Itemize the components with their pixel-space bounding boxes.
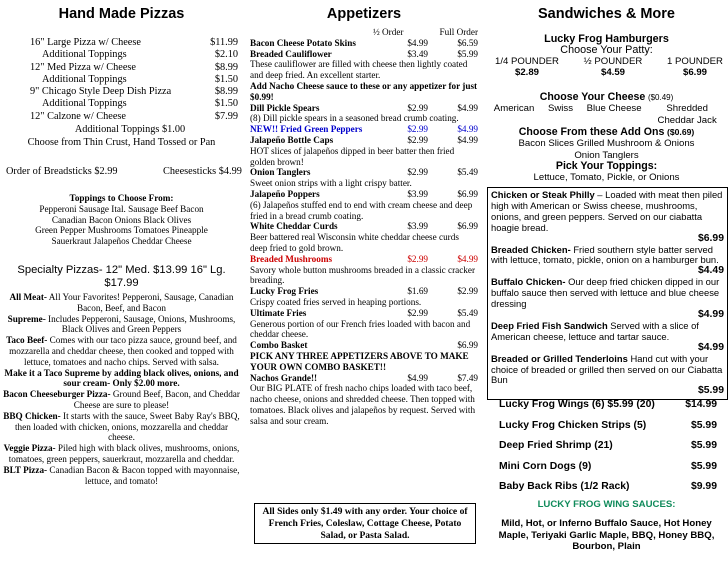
special-row: [499, 477, 717, 498]
sandwich-price: $4.49: [697, 265, 724, 277]
cheese-section: [485, 92, 728, 126]
appetizer-name: White Cheddar Curds: [250, 221, 338, 232]
sandwich-name: Breaded Chicken-: [491, 243, 571, 255]
sandwich-item: [491, 277, 724, 321]
sandwich-items: [491, 190, 724, 397]
patty-options: [495, 56, 723, 79]
pizza-size-name: 16" Large Pizza w/ Cheese: [30, 37, 141, 48]
sandwich-item: [491, 190, 724, 245]
appetizers-column: [250, 0, 478, 562]
sandwich-name: Chicken or Steak Philly: [491, 189, 595, 200]
appetizer-desc: (6) Jalapeños stuffed end to end with cream cheese and deep fried in a bread crumb coating.: [250, 199, 473, 221]
half-order-header: ½ Order: [372, 27, 404, 37]
burger-title: Lucky Frog Hamburgers: [544, 33, 669, 45]
appetizer-desc: Sweet onion strips with a light crispy batter.: [250, 178, 412, 189]
appetizer-name: Combo Basket: [250, 340, 308, 351]
appetizer-half-price: $2.99: [407, 124, 428, 135]
special-row: [499, 416, 717, 437]
toppings-title: Pick Your Toppings:: [555, 159, 658, 172]
pizza-size-price: $7.99: [214, 110, 238, 122]
appetizer-full-price: $7.49: [457, 372, 478, 383]
specialty-item: BBQ Chicken- It starts with the sauce, Sweet Baby Ray's BBQ, then loaded with chicken, onions, mozzarella and cheddar cheese.: [3, 410, 240, 443]
appetizer-name: Dill Pickle Spears: [250, 102, 320, 113]
pizzas-column: [0, 0, 243, 562]
appetizer-full-price: $5.49: [457, 167, 478, 178]
sandwich-desc: Our deep fried chicken dipped in our buffalo sauce then served with lettuce and blue cheese dressing: [491, 276, 720, 310]
special-name: Lucky Frog Chicken Strips (5): [499, 419, 647, 431]
appetizer-row: [250, 340, 478, 351]
appetizer-prices: [386, 38, 478, 49]
pizza-size-price: $1.50: [214, 98, 238, 110]
specialty-item: Bacon Cheeseburger Pizza- Ground Beef, Bacon, and Cheddar Cheese are sure to please!: [3, 389, 240, 410]
special-row: [499, 436, 717, 457]
appetizer-prices: [386, 167, 478, 178]
sandwich-price: $4.99: [697, 341, 724, 353]
appetizer-half-price: $2.99: [407, 307, 428, 318]
sandwiches-heading: Sandwiches & More: [538, 6, 675, 22]
specialty-item: Veggie Pizza- Piled high with black olives, mushrooms, onions, tomatoes, green peppers, sauerkraut, mozzarella and cheddar.: [3, 443, 240, 464]
appetizer-row: [250, 373, 478, 384]
appetizer-prices: [386, 135, 478, 146]
appetizer-half-price: $4.99: [407, 37, 428, 48]
breadsticks-price: Order of Breadsticks $2.99: [6, 166, 118, 177]
patty-title: Choose Your Patty:: [560, 44, 653, 56]
special-items: [499, 395, 717, 498]
specialty-list: [2, 292, 241, 486]
sandwich-desc: Hand cut with your choice of breaded or grilled then served on our Ciabatta Bun: [491, 352, 723, 386]
appetizer-full-price: $4.99: [457, 253, 478, 264]
pizza-size-name: 12" Med Pizza w/ Cheese: [30, 61, 137, 73]
appetizer-prices: [386, 254, 478, 265]
pizza-size-price: $8.99: [214, 86, 238, 98]
specialty-title: Specialty Pizzas- 12" Med. $13.99 16" Lg. $17.99: [17, 264, 226, 289]
appetizer-full-price: $2.99: [457, 286, 478, 297]
sandwich-name: Buffalo Chicken-: [491, 276, 566, 288]
sandwich-price: $5.99: [697, 385, 724, 397]
specialty-item: BLT Pizza- Canadian Bacon & Bacon topped with mayonnaise, lettuce, and tomato!: [3, 464, 240, 486]
special-row: [499, 395, 717, 416]
toppings-line: Canadian Bacon Onions Black Olives: [51, 214, 192, 225]
appetizer-half-price: $2.99: [407, 102, 428, 113]
pizza-size-name: 12" Calzone w/ Cheese: [30, 110, 126, 122]
appetizer-full-price: $6.99: [457, 221, 478, 232]
toppings-title: Toppings to Choose From:: [69, 193, 174, 203]
appetizer-prices: [386, 49, 478, 60]
crust-options: Choose from Thin Crust, Hand Tossed or Pan: [27, 137, 216, 148]
specialty-item: All Meat- All Your Favorites! Pepperoni, Sausage, Canadian Bacon, Beef, and Bacon: [9, 292, 234, 313]
patty-option: ½ POUNDER $4.59: [583, 56, 643, 79]
appetizer-half-price: $4.99: [407, 372, 428, 383]
cheese-options: American Swiss Blue Cheese Shredded Cheddar Jack: [493, 103, 717, 126]
appetizer-row: [250, 221, 478, 232]
pizza-size-price: $2.10: [214, 49, 238, 61]
pizza-size-price: $11.99: [210, 37, 238, 48]
appetizer-desc: Savory whole button mushrooms breaded in a classic cracker breading.: [250, 264, 476, 286]
appetizer-row: [250, 103, 478, 114]
appetizer-name: Breaded Cauliflower: [250, 48, 332, 59]
special-name: Deep Fried Shrimp (21): [499, 440, 613, 452]
appetizer-half-price: $3.99: [407, 188, 428, 199]
specialty-item: Supreme- Includes Pepperoni, Sausage, Onions, Mushrooms, Black Olives and Green Peppers: [7, 313, 236, 335]
special-price: $9.99: [690, 481, 717, 493]
appetizer-desc: HOT slices of jalapeños dipped in beer batter then fried golden brown!: [250, 145, 455, 167]
appetizer-desc: Generous portion of our French fries loaded with bacon and cheddar cheese.: [250, 318, 471, 340]
sandwich-name: Deep Fried Fish Sandwich: [491, 319, 608, 331]
appetizer-name: Add Nacho Cheese sauce to these or any appetizer for just $0.99!: [250, 80, 478, 102]
sandwiches-column: [485, 0, 728, 562]
appetizer-prices: [386, 308, 478, 319]
addons-section: [485, 127, 728, 183]
calzone-extra: Additional Toppings $1.00: [74, 124, 186, 135]
appetizer-full-price: $6.99: [457, 340, 478, 351]
appetizer-half-price: $3.49: [407, 48, 428, 59]
appetizer-prices: [386, 286, 478, 297]
sandwich-item: [491, 321, 724, 354]
addons-line: Bacon Slices Grilled Mushroom & Onions: [518, 138, 695, 150]
appetizer-full-price: $4.99: [457, 124, 478, 135]
sandwich-price: $4.99: [697, 308, 724, 320]
appetizer-full-price: $5.49: [457, 307, 478, 318]
sandwich-desc: Served with a slice of American cheese, lettuce and tartar sauce.: [491, 319, 699, 342]
sandwich-desc: Fried southern style batter served with lettuce, tomato, pickle, onion on a hamburger bun.: [491, 243, 719, 266]
appetizer-row: [250, 308, 478, 319]
appetizer-name: Nachos Grande!!: [250, 372, 318, 383]
pizza-size-name: Additional Toppings: [42, 98, 127, 110]
appetizer-half-price: $1.69: [407, 286, 428, 297]
cheese-price: ($0.49): [647, 93, 674, 102]
sandwich-name: Breaded or Grilled Tenderloins: [491, 352, 628, 364]
appetizer-desc: Our BIG PLATE of fresh nacho chips loaded with taco beef, nacho cheese, onions and shredded cheese. Then topped with tomatoes. Black olives and jalapeños by request. Served with salsa and sour cream.: [250, 383, 476, 426]
appetizer-row: [250, 286, 478, 297]
pizza-size-row: [30, 74, 238, 86]
appetizer-full-price: $6.59: [457, 37, 478, 48]
appetizer-name: Lucky Frog Fries: [250, 286, 319, 297]
appetizer-name: Jalapeño Poppers: [250, 188, 320, 199]
appetizer-row: [250, 189, 478, 200]
pizza-size-row: [30, 86, 238, 98]
sandwich-price: $6.99: [697, 232, 724, 244]
full-order-header: Full Order: [439, 27, 478, 37]
appetizer-name: Jalapeño Bottle Caps: [250, 134, 334, 145]
appetizer-row: [250, 124, 478, 135]
pizza-size-name: Additional Toppings: [42, 49, 127, 61]
combo-note: PICK ANY THREE APPETIZERS ABOVE TO MAKE YOUR OWN COMBO BASKET!!: [250, 350, 469, 372]
sauces-title: LUCKY FROG WING SAUCES:: [537, 499, 676, 510]
appetizer-name: Breaded Mushrooms: [250, 253, 333, 264]
appetizer-prices: [386, 124, 478, 135]
appetizer-name: NEW!! Fried Green Peppers: [250, 124, 363, 135]
cheesesticks-price: Cheesesticks $4.99: [163, 166, 242, 177]
appetizer-prices: [386, 189, 478, 200]
patty-option: 1 POUNDER $6.99: [667, 56, 723, 79]
appetizer-row: [250, 49, 478, 60]
appetizer-full-price: $6.99: [457, 188, 478, 199]
appetizer-half-price: $2.99: [407, 134, 428, 145]
specialty-item: Make it a Taco Supreme by adding black olives, onions, and sour cream- Only $2.00 more.: [4, 367, 239, 389]
appetizers-heading: Appetizers: [326, 6, 402, 22]
toppings-line: Pepperoni Sausage Ital. Sausage Beef Bacon: [39, 203, 204, 214]
appetizer-name: Bacon Cheese Potato Skins: [250, 37, 356, 48]
appetizer-row: [250, 135, 478, 146]
special-price: $14.99: [685, 399, 717, 410]
appetizer-desc: Beer battered real Wisconsin white cheddar cheese curds deep fried to gold brown.: [250, 232, 459, 253]
pizza-size-name: Additional Toppings: [42, 73, 127, 85]
special-name: Lucky Frog Wings (6) $5.99 (20): [499, 399, 655, 410]
pizza-size-name: 9" Chicago Style Deep Dish Pizza: [30, 86, 172, 98]
appetizer-desc: Crispy coated fries served in heaping portions.: [250, 296, 422, 307]
special-name: Mini Corn Dogs (9): [499, 460, 592, 472]
appetizer-prices: [386, 221, 478, 232]
pizza-size-row: [30, 49, 238, 61]
pizza-size-row: [30, 37, 238, 49]
appetizer-row: [250, 38, 478, 49]
special-price: $5.99: [690, 440, 717, 452]
pizza-size-price: $1.50: [214, 73, 238, 85]
addons-price: ($0.69): [667, 127, 695, 137]
appetizer-name: Onion Tanglers: [250, 167, 311, 178]
appetizer-full-price: $4.99: [457, 134, 478, 145]
toppings-line: Green Pepper Mushrooms Tomatoes Pineapple: [35, 225, 208, 236]
appetizer-row: [250, 254, 478, 265]
special-price: $5.99: [690, 460, 717, 472]
patty-option: 1/4 POUNDER $2.89: [495, 56, 559, 79]
sides-box: All Sides only $1.49 with any order. Your choice of French Fries, Coleslaw, Cottage Cheese, Potato Salad, or Pasta Salad.: [254, 503, 476, 544]
appetizer-items: [250, 38, 478, 427]
appetizer-prices: [386, 103, 478, 114]
addons-title: Choose From these Add Ons: [518, 126, 665, 138]
specialty-item: Taco Beef- Comes with our taco pizza sauce, ground beef, and mozzarella and cheddar cheese, then cooked and topped with lettuce, tomatoes and nacho chips. Served with salsa.: [6, 335, 237, 367]
appetizer-row: [250, 81, 478, 103]
sandwich-item: [491, 245, 724, 278]
appetizer-half-price: $3.99: [407, 221, 428, 232]
appetizer-list: [250, 27, 478, 426]
toppings-box: [0, 193, 243, 247]
sandwich-box: [487, 187, 728, 400]
pizza-size-row: [30, 62, 238, 74]
special-price: $5.99: [690, 419, 717, 431]
special-row: [499, 457, 717, 478]
pizzas-heading: Hand Made Pizzas: [58, 6, 185, 22]
appetizer-full-price: $5.99: [457, 48, 478, 59]
appetizer-column-headers: [250, 27, 478, 38]
appetizer-prices: [386, 340, 478, 351]
toppings-line: Sauerkraut Jalapeños Cheddar Cheese: [51, 236, 192, 247]
appetizer-desc: These cauliflower are filled with cheese then lightly coated and deep fried. An excellent starter.: [250, 59, 468, 81]
appetizer-name: Ultimate Fries: [250, 307, 307, 318]
appetizer-prices: [386, 373, 478, 384]
pizza-size-row: [30, 98, 238, 110]
cheese-title: Choose Your Cheese: [539, 91, 646, 103]
sauces-list: Mild, Hot, or Inferno Buffalo Sauce, Hot Honey Maple, Teriyaki Garlic Maple, BBQ, Honey BBQ, Bourbon, Plain: [498, 518, 715, 553]
appetizer-half-price: $2.99: [407, 167, 428, 178]
appetizer-full-price: $4.99: [457, 102, 478, 113]
appetizer-desc: (8) Dill pickle spears in a seasoned bread crumb coating.: [250, 113, 459, 124]
pizza-size-row: [30, 111, 238, 123]
appetizer-half-price: $2.99: [407, 253, 428, 264]
pizza-size-price: $8.99: [214, 61, 238, 73]
toppings-line: Lettuce, Tomato, Pickle, or Onions: [533, 172, 680, 184]
pizza-sizes-list: [30, 37, 238, 123]
addons-line: Onion Tanglers: [574, 149, 639, 161]
specials-list: [499, 395, 717, 498]
special-name: Baby Back Ribs (1/2 Rack): [499, 481, 630, 493]
sandwich-desc: – Loaded with meat then piled high with American or Swiss cheese, mushrooms, onions, and green peppers. Served on our ciabatta hoagie bread.: [491, 189, 723, 233]
appetizer-row: [250, 167, 478, 178]
sandwich-item: [491, 354, 724, 398]
